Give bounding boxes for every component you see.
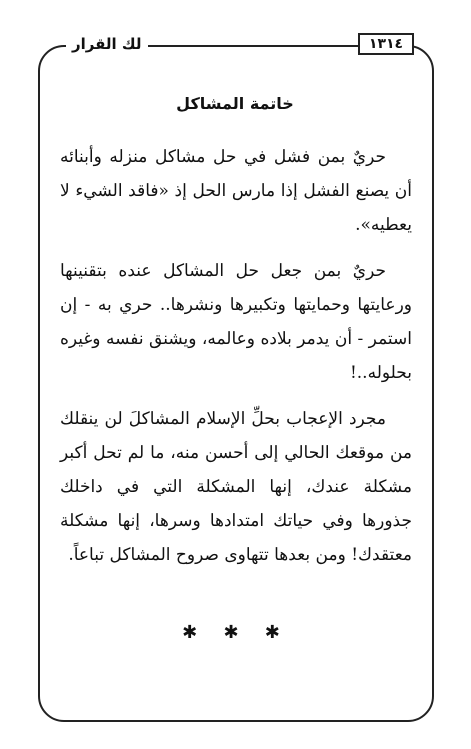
running-header-title: لك القرار [66, 33, 148, 55]
paragraph-1: حريٌ بمن فشل في حل مشاكل منزله وأبنائه أن يصنع الفشل إذا مارس الحل إذ «فاقد الشيء لا يعطيه». [60, 147, 412, 235]
body-text [60, 140, 412, 584]
paragraph-2: حريٌ بمن جعل حل المشاكل عنده بتقنينها ورعايتها وحمايتها وتكبيرها ونشرها.. حري به - إن استمر - أن يدمر بلاده وعالمه، ويشنق نفسه وغيره بحلوله..! [60, 261, 412, 383]
page-number-box: ١٣١٤ [358, 33, 414, 55]
section-end-stars: ✱ ✱ ✱ [182, 622, 290, 643]
section-title: خاتمة المشاكل [176, 94, 294, 113]
paragraph-3: مجرد الإعجاب بحلِّ الإسلام المشاكلَ لن ينقلك من موقعك الحالي إلى أحسن منه، ما لم تحل أكبر مشكلة عندك، إنها المشكلة التي في داخلك جذورها وفي حياتك امتدادها وسرها، إنها مشكلة معتقدك! ومن بعدها تتهاوى صروح المشاكل تباعاً. [60, 409, 412, 565]
